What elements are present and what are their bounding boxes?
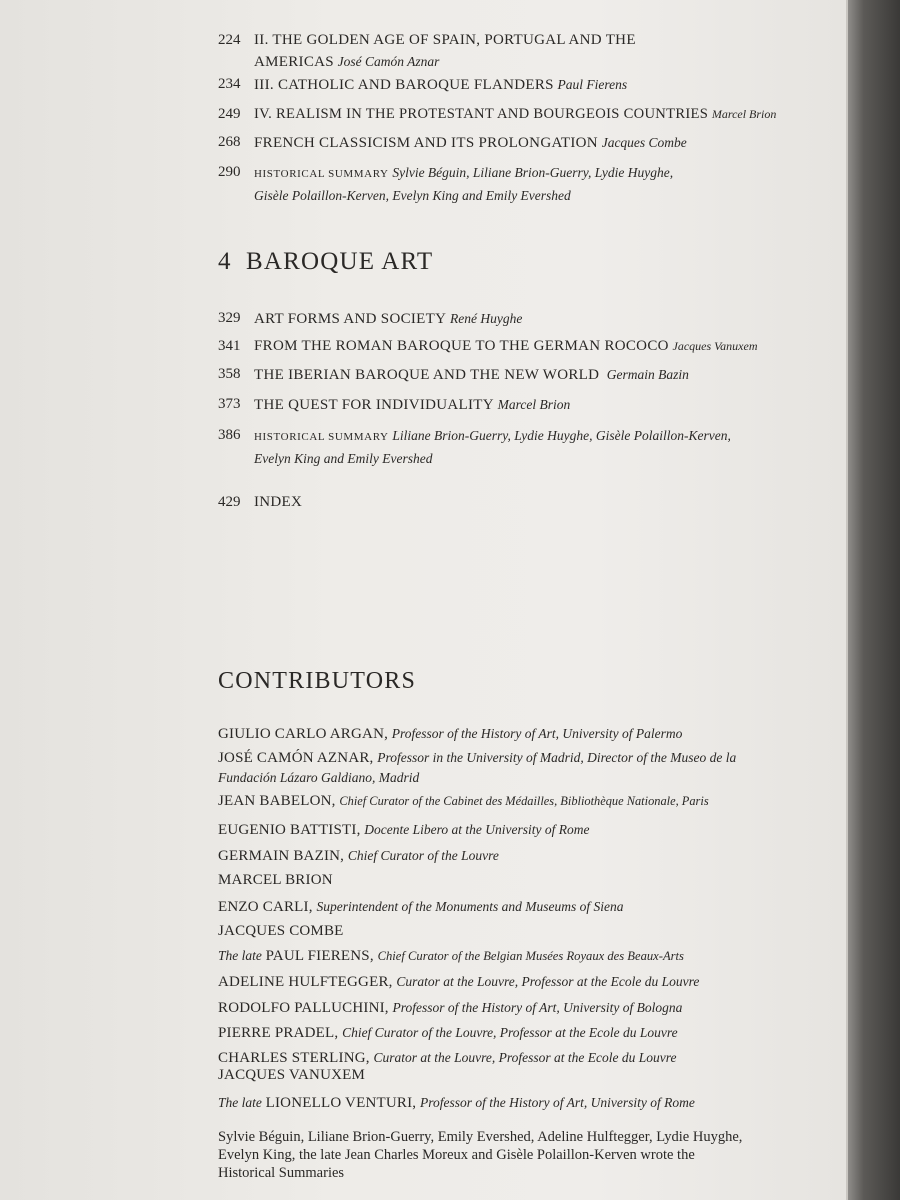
contributor-title-line2: Fundación Lázaro Galdiano, Madrid	[218, 770, 420, 785]
contributor-name: LIONELLO VENTURI,	[265, 1095, 417, 1111]
contributor-name: JACQUES COMBE	[218, 923, 344, 939]
contributor	[218, 998, 818, 1018]
page-number: 329	[218, 310, 241, 326]
chapter-author: Paul Fierens	[557, 77, 628, 92]
contributor-name: GERMAIN BAZIN,	[218, 848, 345, 864]
contributor-title: Superintendent of the Monuments and Museums of Siena	[316, 899, 624, 914]
contributor-name: ENZO CARLI,	[218, 899, 313, 915]
contributor-title: Curator at the Louvre, Professor at the Ecole du Louvre	[396, 974, 700, 989]
contributor-title: Docente Libero at the University of Rome	[364, 822, 590, 837]
contributor-prefix: The late	[218, 1095, 262, 1110]
historical-summaries-note	[218, 1128, 818, 1182]
contributor-name: JEAN BABELON,	[218, 793, 336, 809]
contributor-name: RODOLFO PALLUCHINI,	[218, 1000, 389, 1016]
page-number: 234	[218, 76, 241, 92]
section-number: 4	[218, 248, 232, 275]
contributor-name: CHARLES STERLING,	[218, 1050, 370, 1066]
contributor	[218, 897, 818, 917]
page-number: 429	[218, 494, 241, 510]
contributor-prefix: The late	[218, 948, 262, 963]
contributor-title: Chief Curator of the Louvre, Professor at the Ecole du Louvre	[342, 1025, 678, 1040]
contributor-name: PAUL FIERENS,	[265, 948, 374, 964]
contributor-name: GIULIO CARLO ARGAN,	[218, 726, 389, 742]
contributor-title: Professor in the University of Madrid, Director of the Museo de la	[377, 750, 737, 765]
chapter-author: José Camón Aznar	[337, 54, 440, 69]
index-title: INDEX	[254, 494, 303, 510]
contributor-title: Curator at the Louvre, Professor at the Ecole du Louvre	[373, 1050, 677, 1065]
chapter-author: Jacques Vanuxem	[672, 339, 758, 353]
note-line: Evelyn King, the late Jean Charles Moreux and Gisèle Polaillon-Kerven wrote the	[218, 1147, 695, 1163]
page-number: 224	[218, 32, 241, 48]
contributor-title: Professor of the History of Art, University of Bologna	[392, 1000, 683, 1015]
chapter-title: III. CATHOLIC AND BAROQUE FLANDERS	[254, 77, 554, 93]
chapter-title: II. THE GOLDEN AGE OF SPAIN, PORTUGAL AND THE	[254, 32, 636, 48]
page-number: 290	[218, 164, 241, 180]
chapter-author-line2: Evelyn King and Emily Evershed	[254, 451, 433, 466]
contributor	[218, 871, 818, 890]
contributor	[218, 946, 818, 966]
chapter-author: Marcel Brion	[497, 397, 571, 412]
contributor-title: Professor of the History of Art, University of Rome	[419, 1095, 695, 1110]
chapter-author: Liliane Brion-Guerry, Lydie Huyghe, Gisèle Polaillon-Kerven,	[392, 428, 731, 443]
chapter-author: Jacques Combe	[601, 135, 687, 150]
chapter-title: IV. REALISM IN THE PROTESTANT AND BOURGEOIS COUNTRIES	[254, 106, 709, 122]
note-line: Sylvie Béguin, Liliane Brion-Guerry, Emily Evershed, Adeline Hulftegger, Lydie Huyghe,	[218, 1129, 743, 1145]
contributor-title: Chief Curator of the Louvre	[347, 848, 499, 863]
contributor	[218, 748, 818, 788]
contributor-title: Professor of the History of Art, University of Palermo	[391, 726, 683, 741]
chapter-title: THE IBERIAN BAROQUE AND THE NEW WORLD	[254, 367, 600, 383]
chapter-author: Sylvie Béguin, Liliane Brion-Guerry, Lydie Huyghe,	[392, 165, 674, 180]
chapter-author: René Huyghe	[450, 311, 523, 326]
contributor	[218, 922, 818, 941]
chapter-title: FRENCH CLASSICISM AND ITS PROLONGATION	[254, 135, 598, 151]
page-number: 249	[218, 106, 241, 122]
contributor	[218, 1066, 818, 1085]
contributor	[218, 1048, 818, 1068]
page-number: 341	[218, 338, 241, 354]
contributor-name: JOSÉ CAMÓN AZNAR,	[218, 750, 374, 766]
page-number: 268	[218, 134, 241, 150]
contributor-title: Chief Curator of the Cabinet des Médailles, Bibliothèque Nationale, Paris	[339, 794, 709, 808]
page-number: 358	[218, 366, 241, 382]
contributor	[218, 846, 818, 866]
chapter-author-line2: Gisèle Polaillon-Kerven, Evelyn King and Emily Evershed	[254, 188, 571, 203]
contributor-name: MARCEL BRION	[218, 872, 333, 888]
contributor-name: JACQUES VANUXEM	[218, 1067, 366, 1083]
historical-summary-label: HISTORICAL SUMMARY	[254, 431, 389, 443]
chapter-author: Germain Bazin	[606, 367, 689, 382]
contributor	[218, 820, 818, 840]
page-number: 373	[218, 396, 241, 412]
contributor	[218, 724, 818, 744]
historical-summary-label: HISTORICAL SUMMARY	[254, 168, 389, 180]
contributor	[218, 972, 818, 992]
book-cover-edge	[848, 0, 900, 1200]
contributor-name: PIERRE PRADEL,	[218, 1025, 339, 1041]
note-line: Historical Summaries	[218, 1165, 345, 1181]
contributor	[218, 792, 818, 811]
chapter-title: ART FORMS AND SOCIETY	[254, 311, 447, 327]
chapter-title: THE QUEST FOR INDIVIDUALITY	[254, 397, 494, 413]
contributor	[218, 1093, 818, 1113]
chapter-author: Marcel Brion	[711, 107, 777, 121]
contributor-title: Chief Curator of the Belgian Musées Royaux des Beaux-Arts	[377, 949, 684, 963]
section-title: BAROQUE ART	[246, 248, 434, 275]
contributor-name: ADELINE HULFTEGGER,	[218, 974, 393, 990]
contributor-name: EUGENIO BATTISTI,	[218, 822, 361, 838]
page-number: 386	[218, 427, 241, 443]
contributors-heading: CONTRIBUTORS	[218, 668, 416, 694]
contributor	[218, 1023, 818, 1043]
chapter-title-line2: AMERICAS	[254, 54, 334, 70]
chapter-title: FROM THE ROMAN BAROQUE TO THE GERMAN ROCOCO	[254, 338, 669, 354]
